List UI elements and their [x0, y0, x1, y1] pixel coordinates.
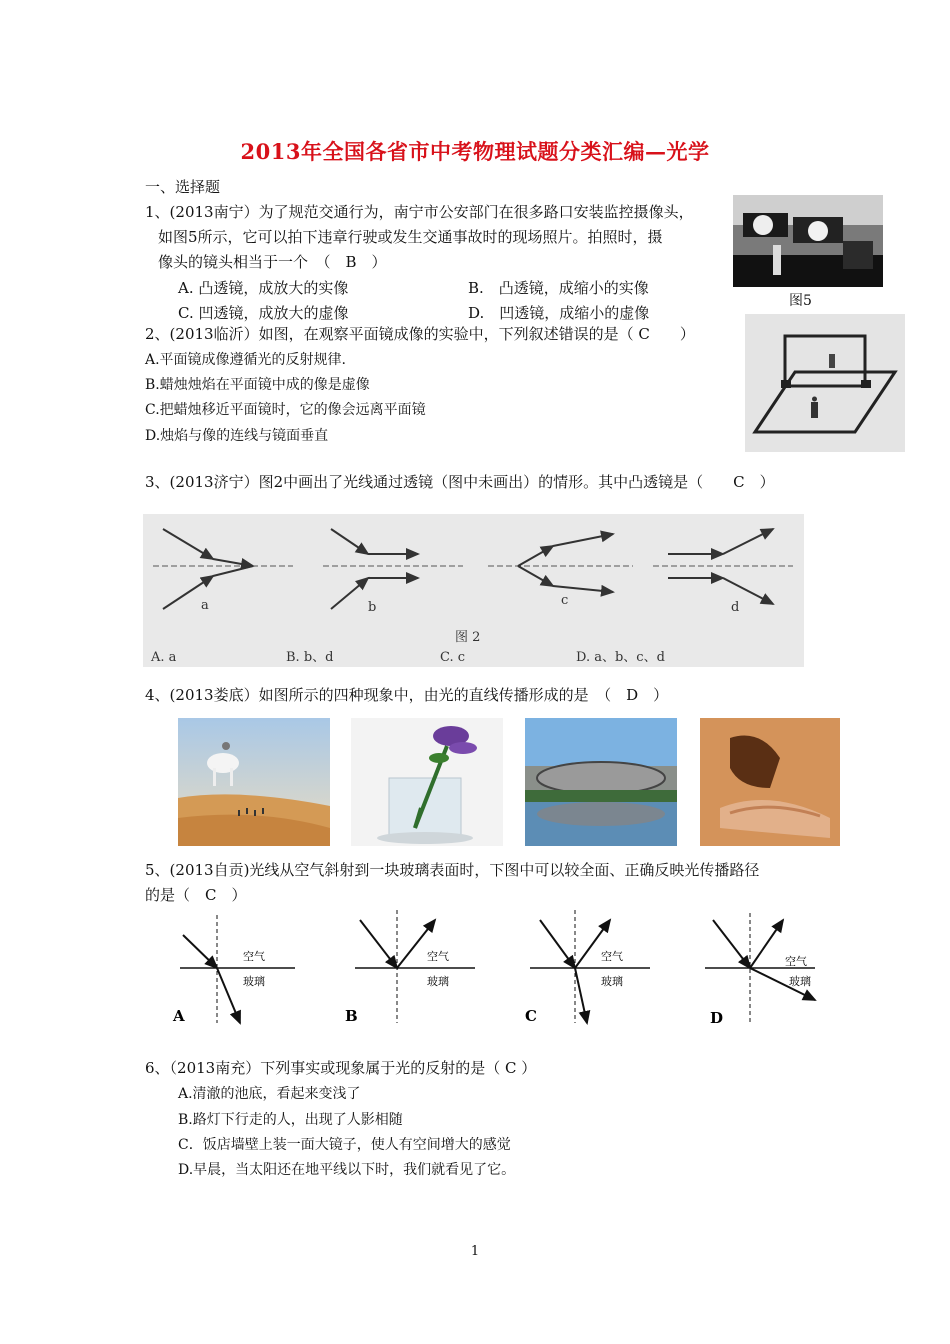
q1-option-a: A. 凸透镜，成放大的实像 — [178, 279, 349, 297]
q5-line1: 5、(2013自贡)光线从空气斜射到一块玻璃表面时，下图中可以较全面、正确反映光传播路径 — [145, 861, 760, 879]
q3-option-a: A. a — [151, 650, 177, 665]
q6-stem: 6、（2013南充）下列事实或现象属于光的反射的是（ C ） — [145, 1059, 537, 1077]
q2-option-b: B.蜡烛烛焰在平面镜中成的像是虚像 — [145, 377, 370, 393]
page-title: 2013年全国各省市中考物理试题分类汇编—光学 — [240, 139, 710, 164]
lens-label-b: b — [368, 600, 377, 615]
d-glass-label: 玻璃 — [789, 975, 811, 988]
camera-photo — [733, 195, 883, 287]
q1-line3: 像头的镜头相当于一个 （ B ） — [158, 253, 387, 271]
lens-label-a: a — [201, 598, 209, 613]
q1-option-c: C. 凹透镜，成放大的虚像 — [178, 304, 349, 322]
refraction-diagrams — [165, 905, 820, 1030]
q4-stem: 4、(2013娄底）如图所示的四种现象中，由光的直线传播形成的是 （ D ） — [145, 686, 669, 704]
q3-option-c: C. c — [440, 650, 466, 665]
b-air-label: 空气 — [427, 950, 449, 963]
q6-option-d: D.早晨，当太阳还在地平线以下时，我们就看见了它。 — [178, 1162, 516, 1178]
lens-rays-figure — [143, 514, 804, 667]
mirage-desert-photo — [178, 718, 330, 846]
q2-option-a: A.平面镜成像遵循光的反射规律. — [145, 352, 347, 368]
hand-shadow-photo — [700, 718, 840, 846]
diagram-label-b: B — [345, 1007, 358, 1025]
q2-option-d: D.烛焰与像的连线与镜面垂直 — [145, 428, 329, 444]
lens-label-c: c — [561, 593, 569, 608]
q6-option-b: B.路灯下行走的人，出现了人影相随 — [178, 1112, 403, 1128]
a-glass-label: 玻璃 — [243, 975, 265, 988]
lens-label-d: d — [731, 600, 740, 615]
q2-stem: 2、(2013临沂）如图，在观察平面镜成像的实验中，下列叙述错误的是（ C ） — [145, 325, 695, 343]
c-air-label: 空气 — [601, 950, 623, 963]
figure5-caption: 图5 — [789, 293, 812, 309]
section-heading: 一、选择题 — [145, 178, 221, 196]
q5-line2: 的是（ C ） — [145, 886, 247, 904]
q1-line2: 如图5所示，它可以拍下违章行驶或发生交通事故时的现场照片。拍照时，摄 — [158, 228, 663, 246]
diagram-label-a: A — [173, 1007, 185, 1025]
c-glass-label: 玻璃 — [601, 975, 623, 988]
q3-option-b: B. b、d — [286, 650, 334, 665]
q3-option-d: D. a、b、c、d — [576, 650, 665, 665]
diagram-label-c: C — [525, 1007, 537, 1025]
q1-line1: 1、(2013南宁）为了规范交通行为，南宁市公安部门在很多路口安装监控摄像头， — [145, 203, 694, 221]
flower-in-glass-photo — [351, 718, 503, 846]
b-glass-label: 玻璃 — [427, 975, 449, 988]
figure2-caption: 图 2 — [455, 630, 481, 645]
q6-option-a: A.清澈的池底，看起来变浅了 — [178, 1086, 361, 1102]
birds-nest-stadium-photo — [525, 718, 677, 846]
q2-option-c: C.把蜡烛移近平面镜时，它的像会远离平面镜 — [145, 402, 426, 418]
mirror-experiment-figure — [745, 314, 905, 452]
d-air-label: 空气 — [785, 955, 807, 968]
q1-option-d: D. 凹透镜，成缩小的虚像 — [468, 304, 650, 322]
q6-option-c: C．饭店墙壁上装一面大镜子，使人有空间增大的感觉 — [178, 1137, 511, 1153]
page-number: 1 — [470, 1244, 480, 1259]
diagram-label-d: D — [710, 1009, 724, 1027]
a-air-label: 空气 — [243, 950, 265, 963]
q3-stem: 3、(2013济宁）图2中画出了光线通过透镜（图中未画出）的情形。其中凸透镜是（ C ） — [145, 473, 775, 491]
q1-option-b: B. 凸透镜，成缩小的实像 — [468, 279, 649, 297]
